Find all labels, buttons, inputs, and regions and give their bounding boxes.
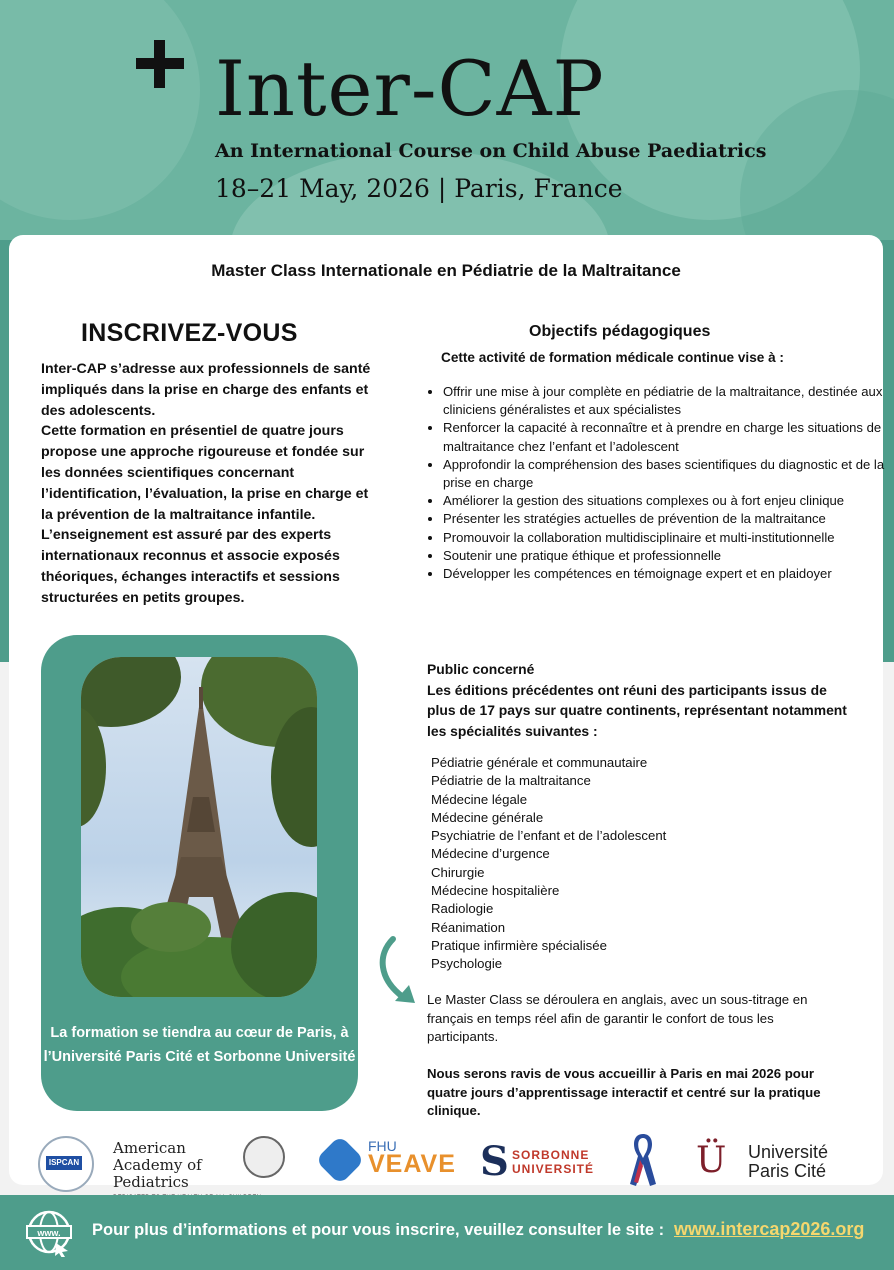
list-item: • Offrir une mise à jour complète en pédiatrie de la maltraitance, destinée aux cliniciens généralistes et aux spécialistes — [443, 383, 893, 419]
content-card — [9, 235, 883, 1185]
ispcan-label: ISPCAN — [46, 1156, 82, 1170]
intro-paragraph: Inter-CAP s’adresse aux professionnels de santé impliqués dans la prise en charge des enfants et des adolescents. — [41, 361, 371, 419]
intro-paragraph: Cette formation en présentiel de quatre jours propose une approche rigoureuse et fondée sur les données scientifiques concernant l’identification, l’évaluation, la prise en charge et la prévention de la maltraitance infantile. — [41, 423, 369, 523]
event-dateline: 18–21 May, 2026 | Paris, France — [215, 174, 623, 203]
baby-icon — [315, 1135, 365, 1185]
photo-frame — [41, 635, 358, 1111]
list-item: Radiologie — [431, 901, 494, 917]
aap-name: American Academy of Pediatrics — [113, 1139, 202, 1191]
list-item: Médecine générale — [431, 809, 544, 825]
universite-paris-cite-logo — [696, 1140, 846, 1184]
audience-text: Les éditions précédentes ont réuni des participants issus de plus de 17 pays sur quatre continents, représentant notamment les spécialités suivantes : — [427, 681, 847, 739]
list-item: Pédiatrie générale et communautaire — [431, 755, 648, 770]
globe-icon — [24, 1207, 74, 1257]
list-item: Psychiatrie de l’enfant et de l’adolescent — [431, 828, 667, 844]
audience-section — [427, 659, 847, 741]
eiffel-tower-photo — [81, 657, 317, 997]
list-item: Pratique infirmière spécialisée — [431, 937, 607, 953]
list-item: • Présenter les stratégies actuelles de prévention de la maltraitance — [443, 510, 893, 528]
header-banner — [0, 0, 894, 240]
aap-logo — [113, 1139, 283, 1191]
fhu-prefix: FHU — [368, 1138, 397, 1154]
page-title: Inter-CAP — [215, 44, 605, 133]
aap-seal-icon — [243, 1136, 285, 1178]
footer-text: Pour plus d’informations et pour vous inscrire, veuillez consulter le site : — [92, 1221, 665, 1239]
language-note: Le Master Class se déroulera en anglais, avec un sous-titrage en français en temps réel afin de garantir le confort de tous les participants. — [427, 992, 808, 1044]
intro-text — [41, 359, 383, 609]
list-item: Pédiatrie de la maltraitance — [431, 773, 591, 789]
fhu-name: VEAVE — [368, 1150, 456, 1178]
sorbonne-mark-icon: S — [480, 1138, 509, 1185]
audience-title: Public concerné — [427, 661, 535, 677]
list-item: • Promouvoir la collaboration multidisciplinaire et multi-institutionnelle — [443, 529, 893, 547]
decor-blob — [0, 0, 200, 220]
curved-arrow-icon — [375, 935, 419, 1007]
specialties-list — [431, 754, 666, 974]
master-class-title: Master Class Internationale en Pédiatrie de la Maltraitance — [211, 261, 681, 280]
list-item: • Renforcer la capacité à reconnaître et à prendre en charge les situations de maltraitance chez l’enfant et l’adolescent — [443, 419, 893, 455]
venue-caption: La formation se tiendra au cœur de Paris, à l’Université Paris Cité et Sorbonne Université — [43, 1025, 356, 1065]
list-item: • Développer les compétences en témoignage expert et en plaidoyer — [443, 565, 893, 583]
list-item: Médecine hospitalière — [431, 883, 560, 899]
ispcan-logo — [38, 1136, 94, 1192]
fhu-veave-logo — [318, 1138, 458, 1186]
closing-text: Nous serons ravis de vous accueillir à Paris en mai 2026 pour quatre jours d’apprentissage interactif et centré sur la pratique clinique. — [427, 1066, 821, 1118]
objectives-title: Objectifs pédagogiques — [529, 323, 711, 340]
website-link[interactable]: www.intercap2026.org — [674, 1219, 865, 1239]
objectives-list — [425, 383, 893, 583]
page-subtitle: An International Course on Child Abuse Paediatrics — [215, 140, 767, 162]
list-item: Chirurgie — [431, 864, 485, 880]
register-heading: INSCRIVEZ-VOUS — [81, 319, 298, 347]
upc-mark-icon: Ü — [696, 1140, 727, 1181]
upc-name: Université Paris Cité — [748, 1142, 829, 1181]
intro-paragraph: L’enseignement est assuré par des experts internationaux reconnus et associe exposés théoriques, échanges interactifs et sessions structurées en petits groupes. — [41, 527, 340, 606]
awareness-ribbon-icon — [628, 1130, 658, 1188]
objectives-intro: Cette activité de formation médicale continue vise à : — [441, 350, 784, 365]
list-item: • Approfondir la compréhension des bases scientifiques du diagnostic et de la prise en charge — [443, 456, 893, 492]
list-item: Psychologie — [431, 956, 503, 972]
list-item: Médecine d’urgence — [431, 846, 550, 862]
footer-bar — [0, 1195, 894, 1270]
plus-icon — [132, 36, 188, 92]
sorbonne-logo — [480, 1138, 595, 1186]
list-item: • Soutenir une pratique éthique et professionnelle — [443, 547, 893, 565]
list-item: • Améliorer la gestion des situations complexes ou à fort enjeu clinique — [443, 492, 893, 510]
list-item: Médecine légale — [431, 791, 528, 807]
sorbonne-name: SORBONNE UNIVERSITÉ — [512, 1148, 595, 1176]
list-item: Réanimation — [431, 919, 506, 935]
globe-label: www. — [37, 1228, 61, 1238]
